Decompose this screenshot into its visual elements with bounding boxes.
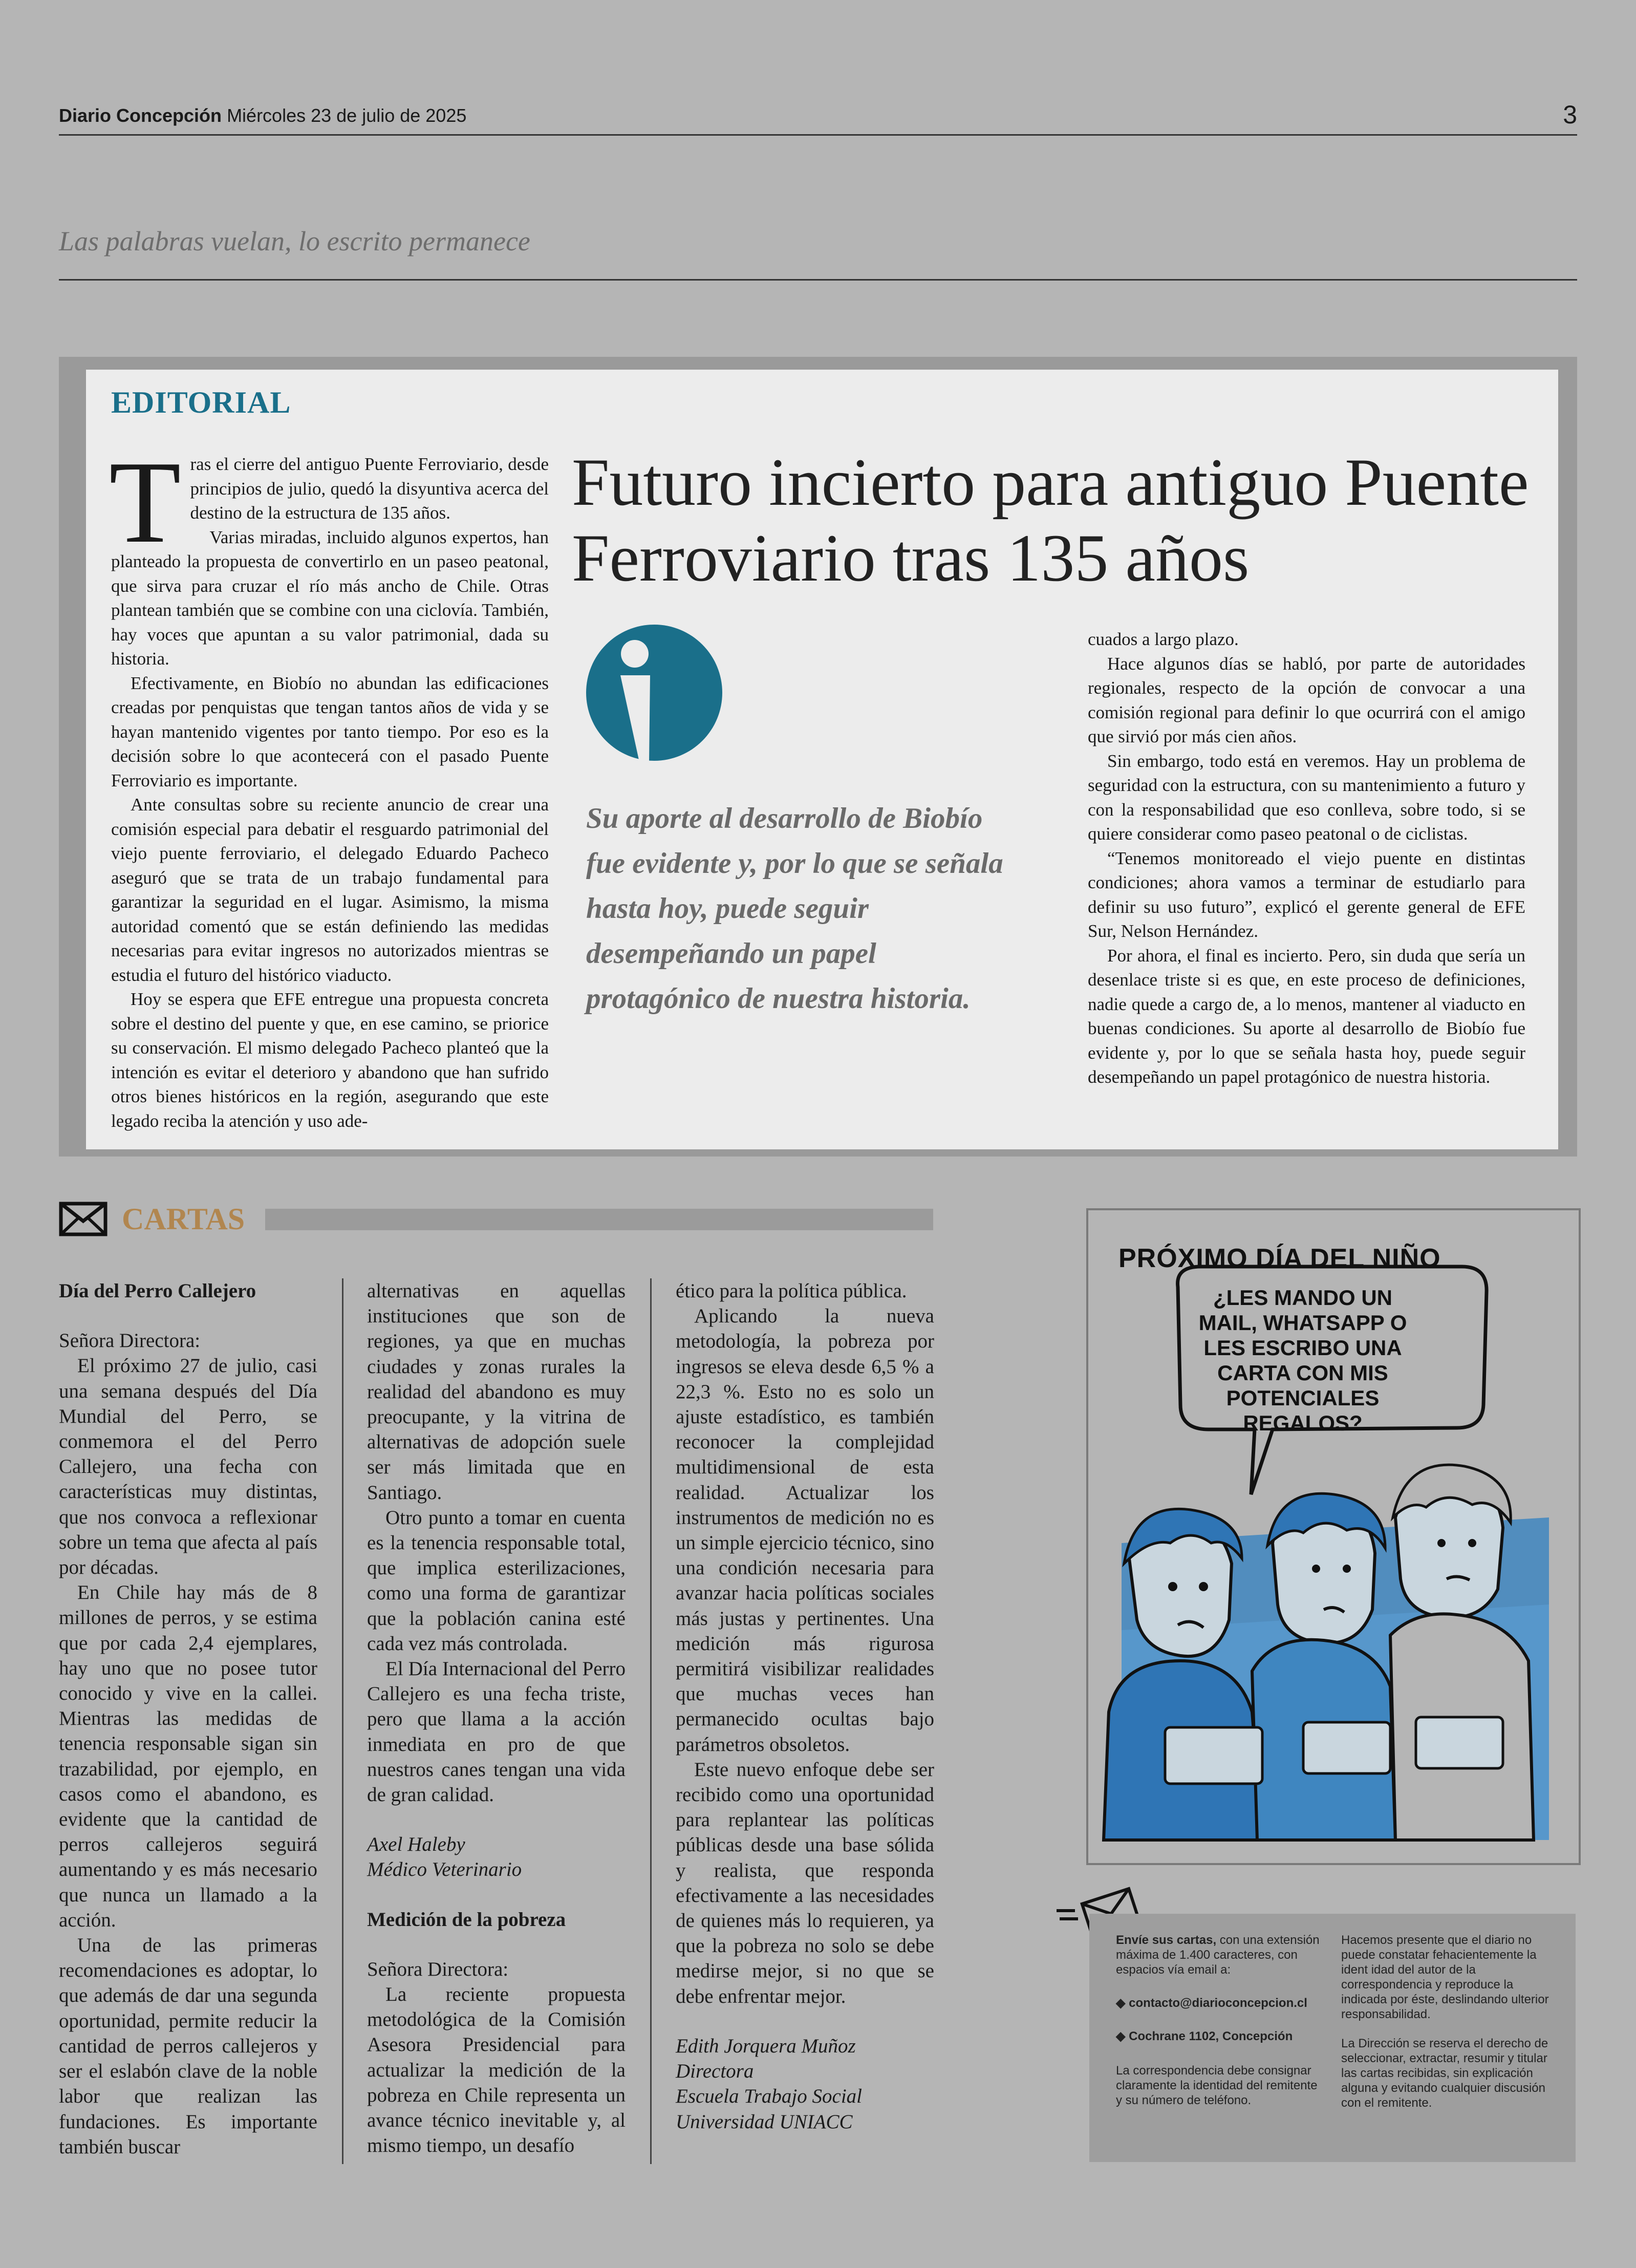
letter-paragraph: La reciente propuesta metodológica de la Comisión Asesora Presidencial para actualizar la medición de la pobreza en Chile representa un avance técnico inevitable y, al mismo tiempo, un desafío bbox=[367, 1983, 626, 2157]
letters-column-2 bbox=[367, 1278, 626, 2158]
letter-paragraph: El Día Internacional del Perro Callejero es una fecha triste, pero que llama a la acción inmediata en pro de que nuestros canes tengan una vida de gran calidad. bbox=[367, 1658, 626, 1806]
motto-rule bbox=[59, 279, 1577, 281]
letter-paragraph: El próximo 27 de julio, casi una semana después del Día Mundial del Perro, se conmemora el del Perro Callejero, una fecha con características muy distintas, que nos convoca a reflexionar sobre un tema que afecta al país por décadas. bbox=[59, 1355, 317, 1579]
editorial-paragraph: ras el cierre del antiguo Puente Ferroviario, desde principios de julio, quedó la disyuntiva acerca del destino de la estructura de 135 años. bbox=[190, 454, 549, 523]
editorial-paragraph: Hace algunos días se habló, por parte de autoridades regionales, respecto de la opción de convocar a una comisión regional para definir lo que ocurrirá con el amigo que sirvió por más cien años. bbox=[1088, 653, 1525, 746]
disclaimer-text: Hacemos presente que el diario no puede constatar fehacientemente la ident idad del autor de la correspondencia y reproduce la indicada por éste, deslindando ulterior responsabilidad. bbox=[1341, 1933, 1549, 2021]
editorial-paragraph: cuados a largo plazo. bbox=[1088, 629, 1239, 649]
envelope-icon bbox=[59, 1201, 107, 1237]
cartoon-speech-bubble: ¿LES MANDO UN MAIL, WHATSAPP O LES ESCRIBO UNA CARTA CON MIS POTENCIALES REGALOS? bbox=[1198, 1286, 1407, 1435]
letter-salutation: Señora Directora: bbox=[367, 1958, 509, 1980]
editorial-paragraph: Sin embargo, todo está en veremos. Hay un problema de seguridad con la estructura, con su mantenimiento a futuro y con la responsabilidad que eso conlleva, sobre todo, si se quiere considerar como paseo peatonal o de ciclistas. bbox=[1088, 751, 1525, 844]
correspondence-note: La correspondencia debe consignar claramente la identidad del remitente y su número de teléfono. bbox=[1116, 2064, 1318, 2107]
drop-cap: T bbox=[109, 437, 181, 567]
editorial-paragraph: Efectivamente, en Biobío no abundan las edificaciones creadas por penquistas que tengan tantos años de vida y se hayan mantenido vigentes por tanto tiempo. Por eso es la decisión sobre lo que acontecerá con el pasado Puente Ferroviario es importante. bbox=[111, 673, 549, 790]
contact-address: Cochrane 1102, Concepción bbox=[1129, 2029, 1293, 2043]
letter-signature-name: Edith Jorquera Muñoz bbox=[676, 2035, 856, 2057]
pull-quote: Su aporte al desarrollo de Biobío fue evidente y, por lo que se señala hasta hoy, puede seguir desempeñando un papel protagónico de nuestra historia. bbox=[586, 802, 1003, 1015]
rights-text: La Dirección se reserva el derecho de seleccionar, extractar, resumir y titular las cartas recibidas, sin explicación alguna y evitando cualquier discusión con el remitente. bbox=[1341, 2037, 1548, 2110]
letter-signature-title: Médico Veterinario bbox=[367, 1858, 522, 1881]
letter-paragraph: Este nuevo enfoque debe ser recibido como una oportunidad para replantear las políticas públicas desde una base sólida y realista, que responda efectivamente a las necesidades de quienes más lo requieren, ya que la pobreza no solo se debe medirse mejor, si no que se debe enfrentar mejor. bbox=[676, 1758, 934, 2007]
letter-signature-title: Escuela Trabajo Social bbox=[676, 2085, 862, 2108]
letter-paragraph: ético para la política pública. bbox=[676, 1280, 907, 1302]
editorial-paragraph: Hoy se espera que EFE entregue una propuesta concreta sobre el destino del puente y que, en ese camino, se priorice su conservación. El mismo delegado Pacheco planteó que la intención es evitar el deterioro y abandono que han sufrido otros bienes históricos en la región, asegurando que este legado reciba la atención y uso ade- bbox=[111, 989, 549, 1131]
letter-paragraph: En Chile hay más de 8 millones de perros, y se estima que por cada 2,4 ejemplares, hay uno que no posee tutor conocido y vive en la callei. Mientras las medidas de tenencia responsable sigan sin trazabilidad, por ejemplo, en casos como el abandono, es evidente que la cantidad de perros callejeros seguirá aumentando y es más necesario que nunca un llamado a la acción. bbox=[59, 1581, 317, 1931]
letter-salutation: Señora Directora: bbox=[59, 1330, 201, 1352]
info-icon bbox=[585, 622, 724, 766]
section-motto: Las palabras vuelan, lo escrito permanece bbox=[59, 226, 530, 256]
letter-paragraph: alternativas en aquellas instituciones que son de regiones, ya que en muchas ciudades y zonas rurales la realidad del abandono es muy preocupante, y la vitrina de alternativas de adopción suele ser más limitada que en Santiago. bbox=[367, 1280, 626, 1504]
header-rule bbox=[59, 134, 1577, 136]
diamond-bullet-icon: ◆ bbox=[1116, 1996, 1129, 2010]
letter-paragraph: Aplicando la nueva metodología, la pobreza por ingresos se eleva desde 6,5 % a 22,3 %. Esto no es solo un ajuste estadístico, es también reconocer la complejidad multidimensional de esta realidad. Actualizar los instrumentos de medición no es un simple ejercicio técnico, sino una condición necesaria para avanzar hacia políticas sociales más justas y pertinentes. Una medición más rigurosa permitirá visibilizar realidades que muchas veces han permanecido ocultas bajo parámetros obsoletos. bbox=[676, 1305, 934, 1756]
cartoon-title: PRÓXIMO DÍA DEL NIÑO bbox=[1118, 1244, 1441, 1273]
editorial-label: EDITORIAL bbox=[111, 386, 291, 419]
editorial-headline: Futuro incierto para antiguo Puente Ferroviario tras 135 años bbox=[572, 444, 1529, 595]
letter-signature-title: Directora bbox=[676, 2060, 754, 2083]
column-rule bbox=[650, 1278, 652, 2164]
cartas-label: CARTAS bbox=[122, 1202, 245, 1236]
letter-paragraph: Una de las primeras recomendaciones es adoptar, lo que además de dar una segunda oportunidad, permite reducir la cantidad de perros callejeros y ser el eslabón clave de la noble labor que realizan las fundaciones. Es importante también buscar bbox=[59, 1934, 317, 2158]
letter-signature-name: Axel Haleby bbox=[367, 1833, 465, 1856]
paper-name: Diario Concepción bbox=[59, 105, 222, 126]
letter-signature-title: Universidad UNIACC bbox=[676, 2110, 853, 2133]
editorial-column-1 bbox=[109, 437, 549, 1133]
editorial-paragraph: Varias miradas, incluido algunos expertos, han planteado la propuesta de convertirlo en un paseo peatonal, que sirva para cruzar el río más ancho de Chile. Otras plantean también que se combine con una ciclovía. También, hay voces que apuntan a su valor patrimonial, dada su historia. bbox=[111, 527, 549, 669]
masthead bbox=[59, 105, 466, 126]
letters-column-1 bbox=[59, 1278, 317, 2159]
cartas-bar bbox=[265, 1209, 933, 1230]
submission-info-left bbox=[1116, 1933, 1321, 2108]
page-number: 3 bbox=[1563, 100, 1577, 129]
editorial-column-3 bbox=[1088, 627, 1525, 1089]
letter-title: Medición de la pobreza bbox=[367, 1908, 566, 1931]
editorial-paragraph: Ante consultas sobre su reciente anuncio de crear una comisión especial para debatir el resguardo patrimonial del viejo puente ferroviario, el delegado Eduardo Pacheco aseguró que se trata de un trabajo fundamental para garantizar la seguridad en el lugar. Asimismo, la misma autoridad comentó que se están definiendo las medidas necesarias para evitar ingresos no autorizados mientras se estudia el futuro del histórico viaducto. bbox=[111, 795, 549, 985]
send-letters-text: con una extensión máxima de 1.400 caracteres, con espacios vía email a: bbox=[1116, 1933, 1320, 1977]
letters-column-3 bbox=[676, 1278, 934, 2134]
send-letters-label: Envíe sus cartas, bbox=[1116, 1933, 1217, 1947]
letter-title: Día del Perro Callejero bbox=[59, 1280, 256, 1302]
editorial-paragraph: “Tenemos monitoreado el viejo puente en distintas condiciones; ahora vamos a terminar de estudiarlo para definir su uso futuro”, explicó el gerente general de EFE Sur, Nelson Hernández. bbox=[1088, 848, 1525, 941]
diamond-bullet-icon: ◆ bbox=[1116, 2029, 1129, 2043]
letter-paragraph: Otro punto a tomar en cuenta es la tenencia responsable total, que implica esterilizaciones, como una forma de garantizar que la población canina esté cada vez más controlada. bbox=[367, 1506, 626, 1655]
submission-info-right bbox=[1341, 1933, 1551, 2110]
editorial-paragraph: Por ahora, el final es incierto. Pero, sin duda que sería un desenlace triste si es que, en este proceso de definiciones, nadie quede a cargo de, a lo menos, mantener al viaducto en buenas condiciones. Su aporte al desarrollo de Biobío fue evidente y, por lo que se señala hasta hoy, puede seguir desempeñando un papel protagónico de nuestra historia. bbox=[1088, 945, 1525, 1087]
contact-email[interactable]: contacto@diarioconcepcion.cl bbox=[1129, 1996, 1307, 2010]
issue-date: Miércoles 23 de julio de 2025 bbox=[227, 105, 467, 126]
column-rule bbox=[342, 1278, 343, 2164]
